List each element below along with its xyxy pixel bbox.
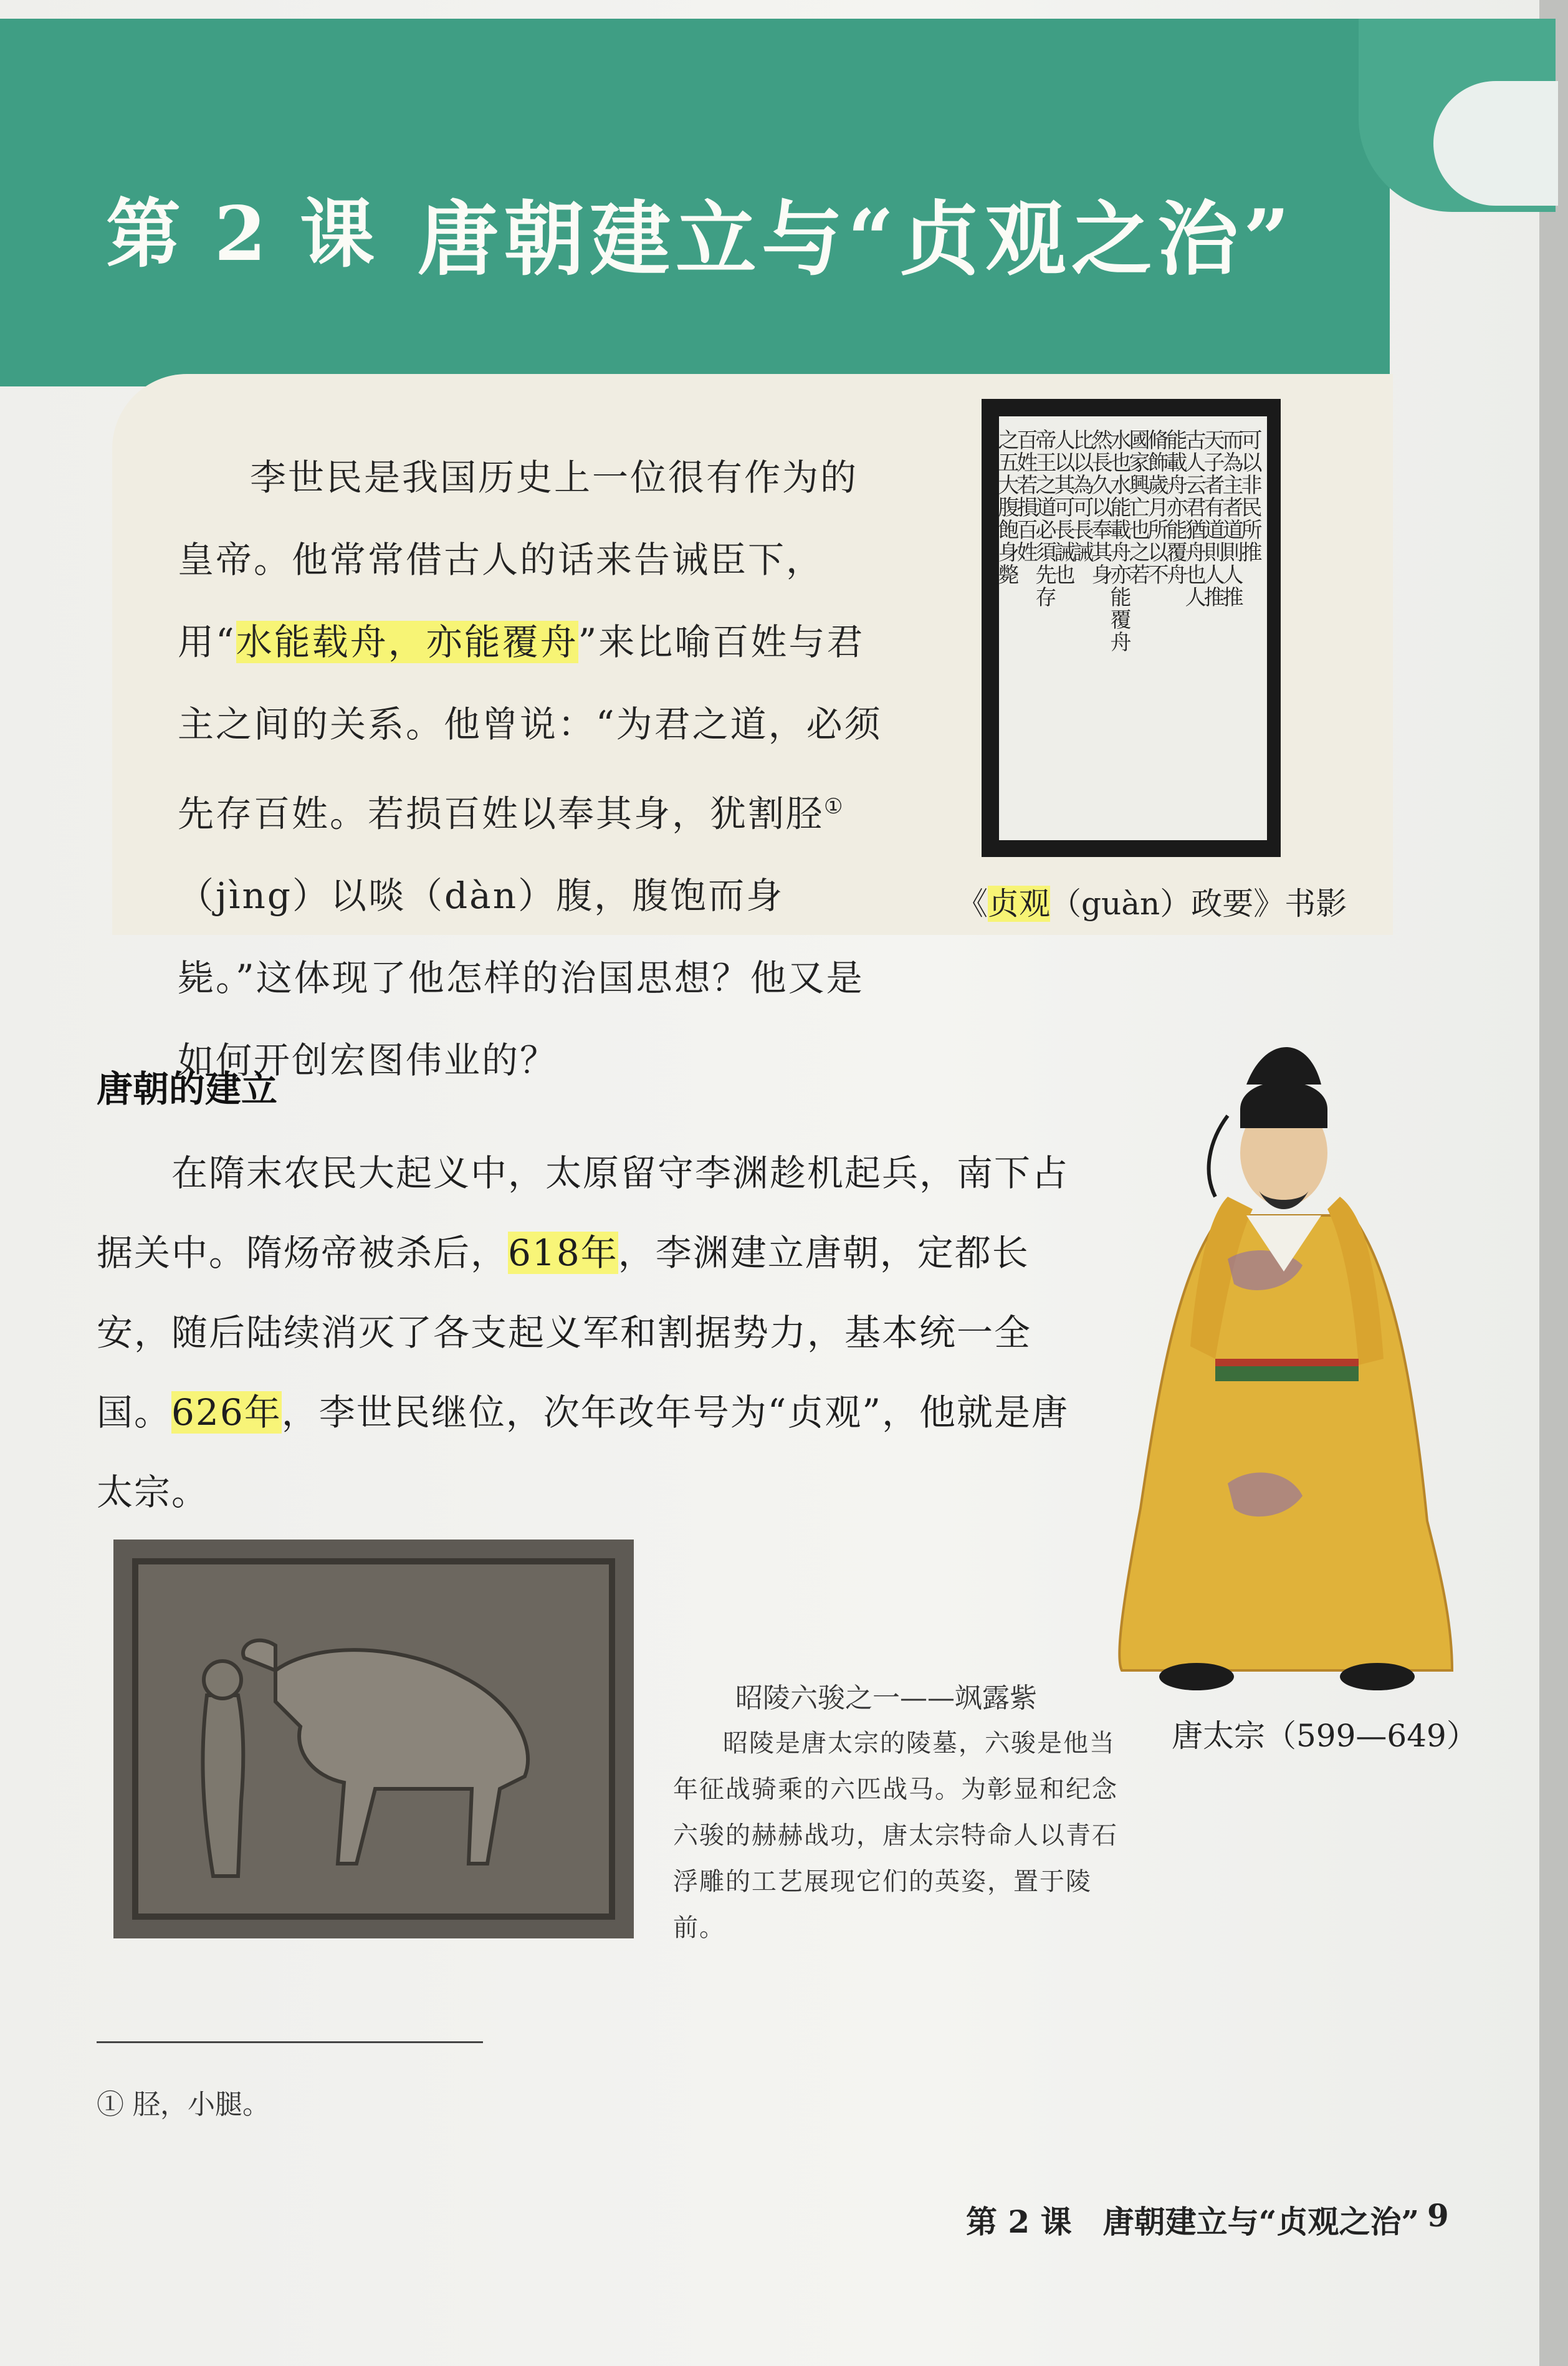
footnote-mark: ① <box>824 794 845 819</box>
book-column: 百姓若損百姓 <box>1013 429 1038 563</box>
horse-relief-image <box>113 1540 634 1938</box>
lesson-title: 唐朝建立与“贞观之治” <box>418 191 1295 287</box>
section-text-3: ，李世民继位，次年改年号为“贞观”，他就是唐太宗。 <box>97 1391 1069 1513</box>
intro-text-1: 李世民是我国历史上一位很有作为的皇帝。他常常借古人的话来告诫臣下，用“ <box>178 456 859 663</box>
book-column: 可以非民所推 <box>1237 429 1262 563</box>
book-column: 脩飾歲月所以不 <box>1144 429 1169 586</box>
relief-caption-title: 昭陵六骏之一——飒露紫 <box>735 1682 1037 1714</box>
running-head: 第 2 课 唐朝建立与“贞观之治” <box>966 2203 1420 2240</box>
section-paragraph <box>97 1133 1094 1532</box>
book-caption <box>957 879 1347 924</box>
header-decoration-inner <box>1433 81 1558 206</box>
book-page <box>994 416 1267 840</box>
lesson-number: 第 2 课 <box>106 190 379 278</box>
book-photo <box>982 399 1281 857</box>
caption-highlight: 贞观 <box>988 886 1050 922</box>
section-title: 唐朝的建立 <box>97 1068 278 1110</box>
emperor-portrait <box>1103 1010 1465 1702</box>
section-text-2: ，李渊建立唐朝，定都长安，随后陆续消灭了各支起义军和割据势力，基本统一全国。 <box>97 1232 1032 1434</box>
stone-relief-photo <box>113 1540 634 1938</box>
footnote-divider <box>97 2041 483 2043</box>
year-626-highlight: 626年 <box>171 1391 282 1434</box>
book-column: 之五大腹飽身斃 <box>994 429 1019 586</box>
book-column: 天子者有道則人推 <box>1200 429 1225 608</box>
book-column: 而為主者道則人推 <box>1218 429 1243 608</box>
portrait-caption: 唐太宗（599—649） <box>1172 1718 1478 1754</box>
footnote: ① 胫，小腿。 <box>97 2089 270 2120</box>
intro-paragraph <box>178 436 888 1101</box>
book-column: 然長久以奉其身 <box>1088 429 1112 586</box>
page-number: 9 <box>1427 2197 1449 2234</box>
intro-highlight: 水能载舟，亦能覆舟 <box>236 621 578 663</box>
book-column: 能載舟亦能覆舟 <box>1162 429 1187 586</box>
book-column: 人以其可長誡也 <box>1050 429 1075 586</box>
caption-rest: （guàn）政要》书影 <box>1050 886 1347 922</box>
book-column: 比以為可長誡 <box>1069 429 1094 563</box>
book-column: 帝王之道必須先存 <box>1031 429 1056 608</box>
page-edge <box>1539 0 1568 2366</box>
relief-caption-body: 昭陵是唐太宗的陵墓，六骏是他当年征战骑乘的六匹战马。为彰显和纪念六骏的赫赫战功，唐太宗特命人以青石浮雕的工艺展现它们的英姿，置于陵前。 <box>673 1729 1118 1942</box>
intro-text-2: ”来比喻百姓与君主之间的关系。他曾说：“为君之道，必须先存百姓。若损百姓以奉其身，犹割胫 <box>178 621 882 835</box>
book-column: 水也水能載舟亦能覆舟 <box>1106 429 1131 653</box>
section-text-1: 在隋末农民大起义中，太原留守李渊趁机起兵，南下占据关中。隋炀帝被杀后， <box>97 1152 1069 1274</box>
intro-text-3: （jìng）以啖（dàn）腹，腹饱而身毙。”这体现了他怎样的治国思想？他又是如何开创宏图伟业的？ <box>178 874 864 1082</box>
year-618-highlight: 618年 <box>508 1232 618 1274</box>
book-column: 古人云君猶舟也人 <box>1181 429 1206 608</box>
caption-bracket: 《 <box>957 886 988 922</box>
book-column: 國家興亡也之若 <box>1125 429 1150 586</box>
